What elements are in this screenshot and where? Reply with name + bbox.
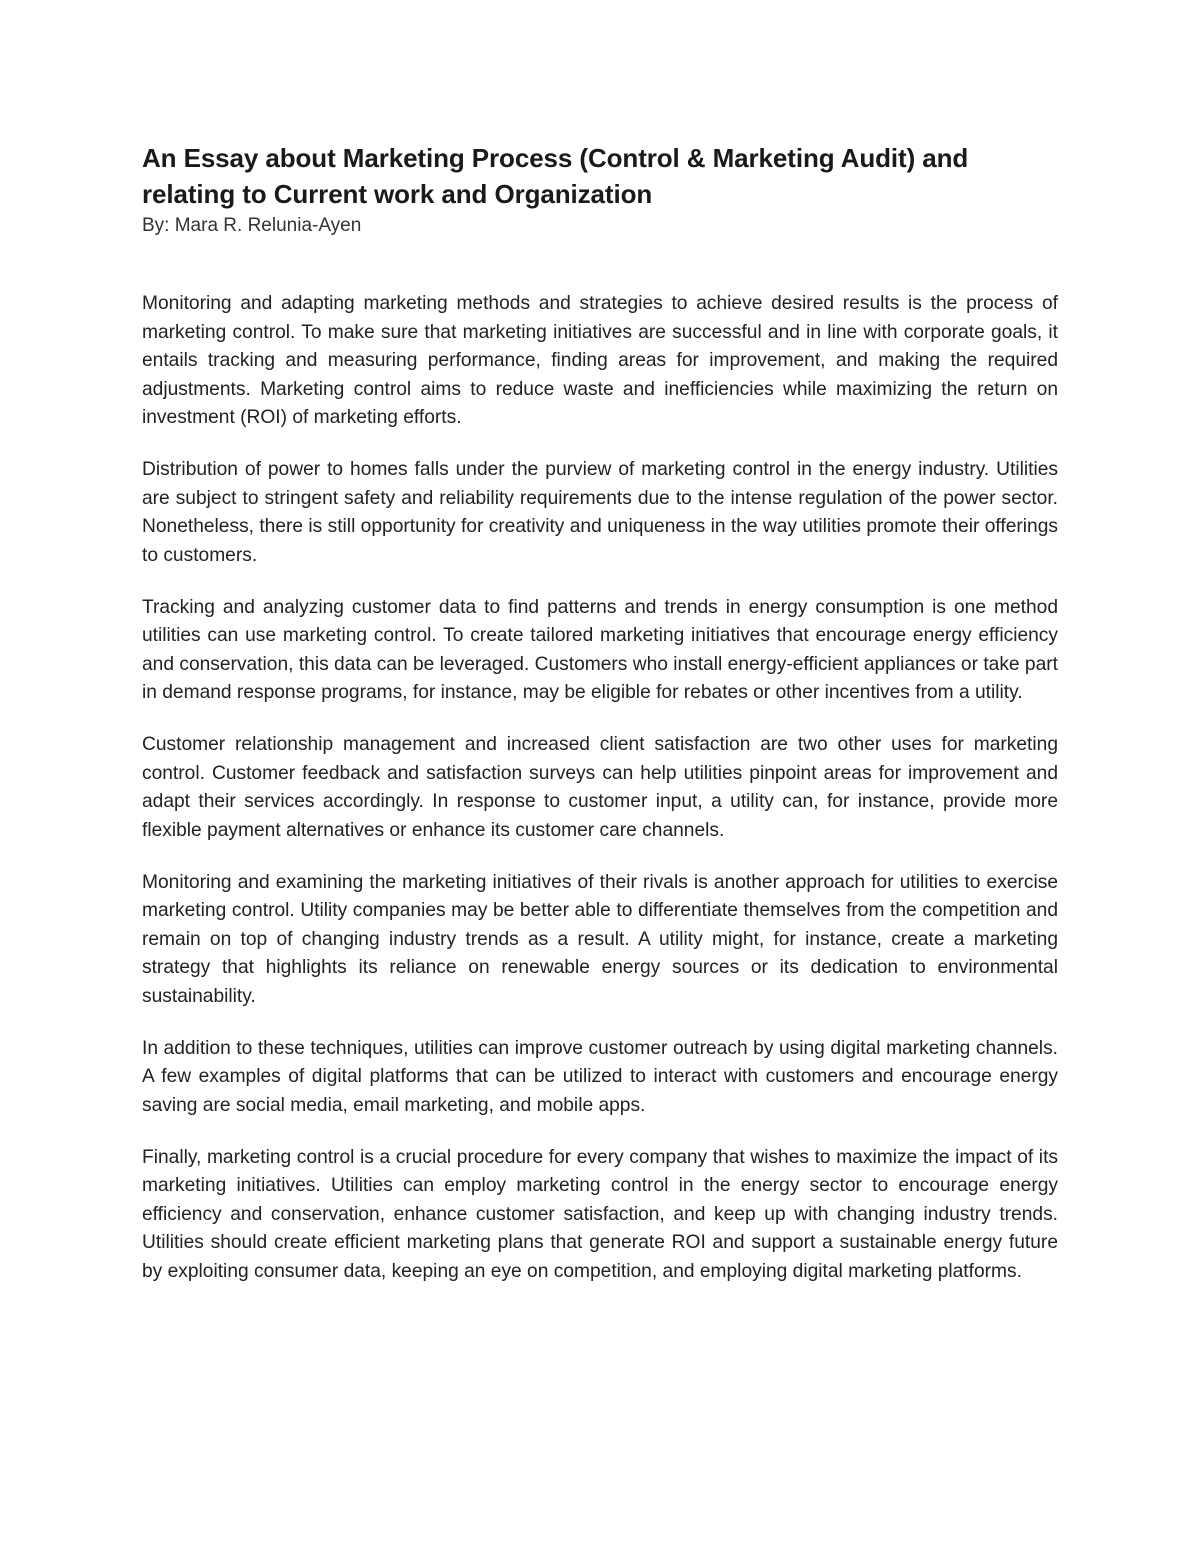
paragraph-4: Customer relationship management and increased client satisfaction are two other uses for marketing control. Customer feedback and satisfaction surveys can help utilities pinpoint areas for improvement and adapt their services accordingly. In response to customer input, a utility can, for instance, provide more flexible payment alternatives or enhance its customer care channels. — [142, 734, 1058, 841]
paragraph-3: Tracking and analyzing customer data to find patterns and trends in energy consumption is one method utilities can use marketing control. To create tailored marketing initiatives that encourage energy efficiency and conservation, this data can be leveraged. Customers who install energy-efficient appliances or take part in demand response programs, for instance, may be eligible for rebates or other incentives from a utility. — [142, 596, 1058, 703]
author-byline: By: Mara R. Relunia-Ayen — [142, 215, 362, 236]
paragraph-2: Distribution of power to homes falls under the purview of marketing control in the energy industry. Utilities are subject to stringent safety and reliability requirements due to the intense regulation of the power sector. Nonetheless, there is still opportunity for creativity and uniqueness in the way utilities promote their offerings to customers. — [142, 459, 1058, 566]
paragraph-5: Monitoring and examining the marketing initiatives of their rivals is another approach for utilities to exercise marketing control. Utility companies may be better able to differentiate themselves from the competition and remain on top of changing industry trends as a result. A utility might, for instance, create a marketing strategy that highlights its reliance on renewable energy sources or its dedication to environmental sustainability. — [142, 871, 1058, 1007]
document-body — [142, 140, 1058, 1310]
document-title: An Essay about Marketing Process (Control & Marketing Audit) and relating to Current work and Organization — [142, 143, 969, 209]
paragraph-7: Finally, marketing control is a crucial procedure for every company that wishes to maximize the impact of its marketing initiatives. Utilities can employ marketing control in the energy sector to encourage energy efficiency and conservation, enhance customer satisfaction, and keep up with changing industry trends. Utilities should create efficient marketing plans that generate ROI and support a sustainable energy future by exploiting consumer data, keeping an eye on competition, and employing digital marketing platforms. — [142, 1146, 1058, 1282]
paragraph-1: Monitoring and adapting marketing methods and strategies to achieve desired results is the process of marketing control. To make sure that marketing initiatives are successful and in line with corporate goals, it entails tracking and measuring performance, finding areas for improvement, and making the required adjustments. Marketing control aims to reduce waste and inefficiencies while maximizing the return on investment (ROI) of marketing efforts. — [142, 293, 1058, 428]
paragraph-6: In addition to these techniques, utilities can improve customer outreach by using digital marketing channels. A few examples of digital platforms that can be utilized to interact with customers and encourage energy saving are social media, email marketing, and mobile apps. — [142, 1037, 1058, 1116]
